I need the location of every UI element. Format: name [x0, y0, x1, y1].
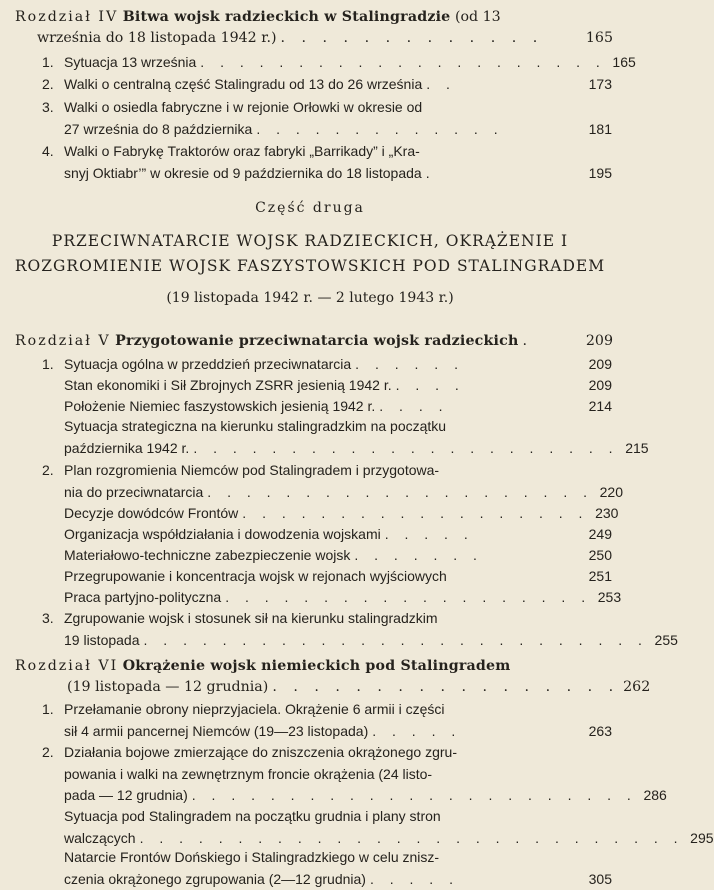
page-number: 262 — [623, 677, 650, 698]
toc-entry-5-1b — [42, 396, 612, 418]
toc-entry-5-2e — [42, 587, 612, 609]
part-title-line1: PRZECIWNATARCIE WOJSK RADZIECKICH, OKRĄŻENIE I — [0, 232, 620, 250]
entry-title: Decyzje dowódców Frontów — [64, 503, 238, 525]
page-number: 173 — [586, 74, 612, 96]
leader-dots: . . . . . . . . . . . . . . . . . . — [242, 503, 588, 525]
entry-number: 2. — [42, 460, 54, 482]
entry-title-line1: Natarcie Frontów Dońskiego i Stalingradzkiego w celu znisz- — [42, 847, 612, 869]
leader-dots: . — [426, 163, 582, 185]
entry-title: Organizacja współdziałania i dowodzenia wojskami — [64, 524, 381, 546]
leader-dots: . . . . . — [385, 524, 582, 546]
leader-dots: . . . . — [379, 396, 582, 418]
entry-title-line2: powania i walki na zewnętrznym froncie okrążenia (24 listo- — [42, 764, 612, 786]
entry-title: Praca partyjno-polityczna — [64, 587, 221, 609]
chapter-title: Bitwa wojsk radzieckich w Stalingradzie — [123, 7, 451, 28]
chapter-title-rest: (od 13 — [455, 7, 501, 28]
entry-number: 3. — [42, 97, 54, 119]
chapter-title-line2: września do 18 listopada 1942 r.) — [37, 28, 277, 49]
entry-number: 2. — [42, 742, 54, 764]
page-number: 286 — [641, 785, 667, 807]
toc-entry-5-2d — [42, 566, 612, 588]
leader-dots: . . . . . . . . . . . . . . . . . . . . . . . — [192, 785, 637, 807]
entry-title-line2: czenia okrążonego zgrupowania (2—12 grudnia) — [64, 869, 366, 890]
toc-entry-4-1 — [42, 52, 612, 74]
entry-title: Materiałowo-techniczne zabezpieczenie wojsk — [64, 545, 350, 567]
chapter-label: Rozdział V — [15, 333, 111, 349]
entry-title-line1: Sytuacja pod Stalingradem na początku grudnia i plany stron — [42, 806, 612, 828]
entry-title-line1: Działania bojowe zmierzające do zniszczenia okrążonego zgru- — [42, 742, 612, 764]
chapter-label: Rozdział IV — [15, 7, 118, 28]
page-number: 209 — [586, 354, 612, 376]
page-number: 209 — [586, 331, 613, 352]
leader-dots: . . . . . . — [355, 354, 582, 376]
chapter-6-heading — [15, 656, 613, 698]
page-number: 214 — [586, 396, 612, 418]
entry-title: Stan ekonomiki i Sił Zbrojnych ZSRR jesienią 1942 r. — [64, 375, 392, 397]
leader-dots: . . . . . . . . . . . . . . . . . . . . — [207, 482, 593, 504]
toc-entry-5-2c — [42, 545, 612, 567]
chapter-label: Rozdział VI — [15, 658, 118, 674]
leader-dots: . . . . . . . . . . . . . . . . . . . . . . — [193, 438, 618, 460]
toc-entry-5-2b — [42, 524, 612, 546]
leader-dots: . . . . . — [372, 721, 582, 743]
page-number: 209 — [586, 375, 612, 397]
entry-title-line2: 27 września do 8 października — [64, 119, 252, 141]
leader-dots: . . . . . . . . . . . . . . . . . . . . . . . . . . — [144, 630, 648, 652]
entry-title-line1: Zgrupowanie wojsk i stosunek sił na kierunku stalingradzkim — [42, 608, 612, 630]
leader-dots: . . . . . . . . . . . . . . . . . — [272, 677, 619, 698]
page-number: 165 — [586, 28, 613, 49]
page-number: 250 — [586, 545, 612, 567]
toc-entry-4-2 — [42, 74, 612, 96]
page-number: 305 — [586, 869, 612, 890]
toc-entry-5-2a — [42, 503, 612, 525]
page-number: 215 — [623, 438, 649, 460]
entry-title-line3: pada — 12 grudnia) — [64, 785, 188, 807]
page-number: 181 — [586, 119, 612, 141]
toc-entry-5-2 — [42, 460, 612, 503]
page-number: 251 — [586, 566, 612, 588]
entry-number: 4. — [42, 141, 54, 163]
part-title-line2: ROZGROMIENIE WOJSK FASZYSTOWSKICH POD STALINGRADEM — [0, 257, 620, 275]
page-number: 263 — [586, 721, 612, 743]
leader-dots: . . . . . . . . . . . . . — [281, 28, 582, 49]
entry-title-line2: 19 listopada — [64, 630, 140, 652]
toc-entry-5-1c — [42, 416, 612, 459]
part-label: Część druga — [0, 200, 620, 216]
leader-dots: . . — [426, 74, 582, 96]
entry-title-line1: Walki o Fabrykę Traktorów oraz fabryki „Barrikady” i „Kra- — [42, 141, 612, 163]
entry-number: 1. — [42, 699, 54, 721]
entry-title-line1: Plan rozgromienia Niemców pod Stalingradem i przygotowa- — [42, 460, 612, 482]
entry-number: 1. — [42, 354, 54, 376]
part-dates: (19 listopada 1942 r. — 2 lutego 1943 r.) — [0, 290, 620, 306]
page-number: 249 — [586, 524, 612, 546]
entry-number: 2. — [42, 74, 54, 96]
entry-title: Walki o centralną część Stalingradu od 13 do 26 września — [64, 74, 422, 96]
leader-dots: . . . . — [396, 375, 582, 397]
toc-entry-6-2 — [42, 742, 612, 807]
leader-dots: . . . . . . . . . . . . . . . . . . . . . — [200, 52, 605, 74]
toc-entry-6-2a — [42, 806, 612, 849]
page-number: 195 — [586, 163, 612, 185]
toc-entry-5-3 — [42, 608, 612, 651]
chapter-5-heading — [15, 331, 613, 352]
page-number: 255 — [652, 630, 678, 652]
leader-dots: . . . . . — [370, 869, 582, 890]
page-number: 295 — [688, 828, 714, 850]
entry-title-line1: Przełamanie obrony nieprzyjaciela. Okrążenie 6 armii i części — [42, 699, 612, 721]
entry-title: Sytuacja 13 września — [64, 52, 196, 74]
entry-title-line2: snyj Oktiabr’” w okresie od 9 października do 18 listopada — [64, 163, 422, 185]
page-number: 165 — [610, 52, 636, 74]
entry-title: Przegrupowanie i koncentracja wojsk w rejonach wyjściowych — [64, 566, 447, 588]
chapter-title-line2: (19 listopada — 12 grudnia) — [67, 677, 268, 698]
toc-entry-4-4 — [42, 141, 612, 184]
toc-entry-6-1 — [42, 699, 612, 742]
leader-dots: . . . . . . . . . . . . . — [256, 119, 582, 141]
leader-dots: . . . . . . . . . . . . . . . . . . . . . . . . . . . . — [140, 828, 684, 850]
entry-title-line1: Sytuacja strategiczna na kierunku stalingradzkim na początku — [42, 416, 612, 438]
entry-title-line2: sił 4 armii pancernej Niemców (19—23 listopada) — [64, 721, 368, 743]
entry-title: Położenie Niemiec faszystowskich jesienią 1942 r. — [64, 396, 375, 418]
entry-title-line1: Walki o osiedla fabryczne i w rejonie Orłowki w okresie od — [42, 97, 612, 119]
toc-entry-5-1a — [42, 375, 612, 397]
chapter-title: Okrążenie wojsk niemieckich pod Stalingradem — [123, 658, 511, 674]
leader-dots: . . . . . . . . . . . . . . . . . . . — [225, 587, 591, 609]
page-number: 253 — [595, 587, 621, 609]
page-number: 230 — [592, 503, 618, 525]
entry-number: 3. — [42, 608, 54, 630]
entry-title-line2: walczących — [64, 828, 136, 850]
leader-dots: . . . . . . . — [354, 545, 582, 567]
page-number: 220 — [597, 482, 623, 504]
toc-entry-4-3 — [42, 97, 612, 140]
leader-dots: . — [523, 331, 582, 352]
chapter-title: Przygotowanie przeciwnatarcia wojsk radzieckich — [115, 333, 518, 349]
toc-entry-6-2b — [42, 847, 612, 890]
entry-number: 1. — [42, 52, 54, 74]
entry-title: Sytuacja ogólna w przeddzień przeciwnatarcia — [64, 354, 351, 376]
toc-entry-5-1 — [42, 354, 612, 376]
chapter-4-heading — [15, 7, 613, 49]
entry-title-line2: nia do przeciwnatarcia — [64, 482, 203, 504]
entry-title-line2: października 1942 r. — [64, 438, 189, 460]
